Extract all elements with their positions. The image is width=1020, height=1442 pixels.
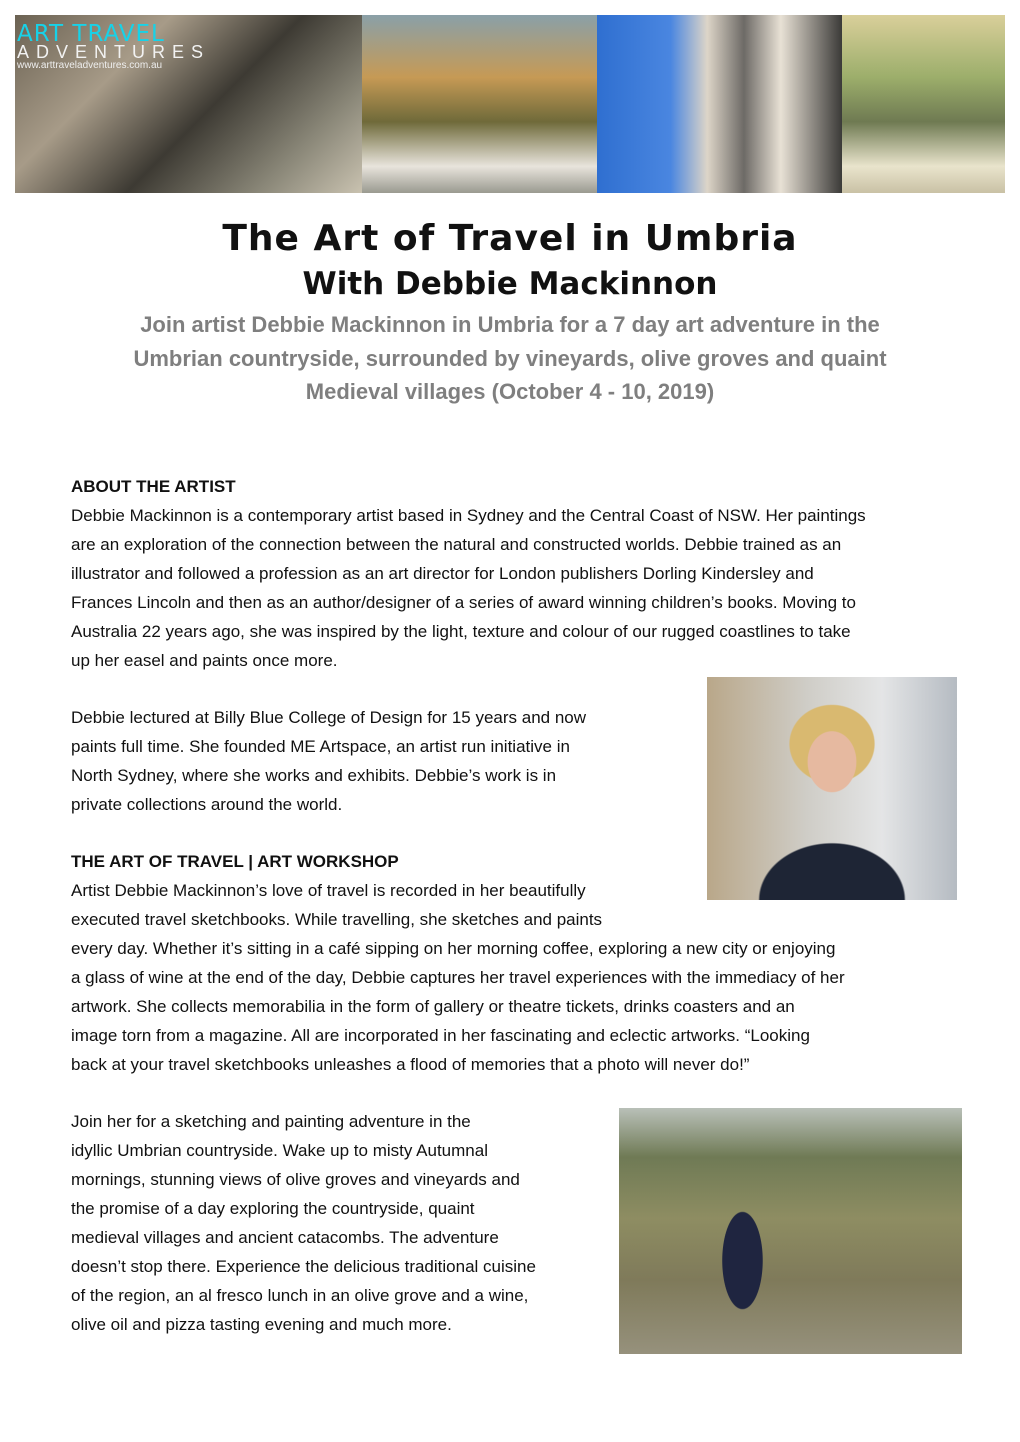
banner-image	[15, 15, 1005, 193]
workshop-heading: THE ART OF TRAVEL | ART WORKSHOP	[71, 852, 399, 871]
about-heading: ABOUT THE ARTIST	[71, 477, 236, 496]
banner-olive-tree-painting	[362, 15, 597, 193]
about-paragraph-2: Debbie lectured at Billy Blue College of Design for 15 years and now paints full time. She founded ME Artspace, an artist run initiative in North Sydney, where she works and exhibits. Debbie’s work is in private collections around the world.	[71, 708, 587, 814]
workshop-paragraph-2: Join her for a sketching and painting adventure in the idyllic Umbrian countryside. Wake up to misty Autumnal mornings, stunning views of olive groves and vineyards and the promise of a day exploring the countryside, quaint medieval villages and ancient catacombs. The adventure doesn’t stop there. Experience the delicious traditional cuisine of the region, an al fresco lunch in an olive grove and a wine, olive oil and pizza tasting evening and much more.	[71, 1112, 536, 1334]
logo: ART TRAVEL ADVENTURES www.arttraveladventures.com.au	[17, 21, 211, 71]
page-subtitle: With Debbie Mackinnon	[302, 266, 718, 302]
workshop-paragraph-1: Artist Debbie Mackinnon’s love of travel is recorded in her beautifully executed travel sketchbooks. While travelling, she sketches and paints every day. Whether it’s sitting in a café sipping on her morning coffee, exploring a new city or enjoying a glass of wine at the end of the day, Debbie captures her travel experiences with the immediacy of her artwork. She collects memorabilia in the form of gallery or theatre tickets, drinks coasters and an image torn from a magazine. All are incorporated in her fascinating and eclectic artworks. “Looking back at your travel sketchbooks unleashes a flood of memories that a photo will never do!”	[71, 881, 845, 1074]
artist-painting-in-olive-grove-photo	[619, 1108, 962, 1354]
page-title: The Art of Travel in Umbria	[222, 218, 798, 259]
intro-text: Join artist Debbie Mackinnon in Umbria for a 7 day art adventure in the Umbrian countryside, surrounded by vineyards, olive groves and quaint Medieval villages (October 4 - 10, 2019)	[133, 312, 887, 404]
banner-cathedral-painting	[597, 15, 842, 193]
artist-portrait-photo	[707, 677, 957, 900]
banner-olive-grove-painting	[842, 15, 1005, 193]
about-paragraph-1: Debbie Mackinnon is a contemporary artist based in Sydney and the Central Coast of NSW. Her paintings are an exploration of the connection between the natural and constructed worlds. Debbie trained as an illustrator and followed a profession as an art director for London publishers Dorling Kindersley and Frances Lincoln and then as an author/designer of a series of award winning children’s books. Moving to Australia 22 years ago, she was inspired by the light, texture and colour of our rugged coastlines to take up her easel and paints once more.	[71, 506, 866, 670]
